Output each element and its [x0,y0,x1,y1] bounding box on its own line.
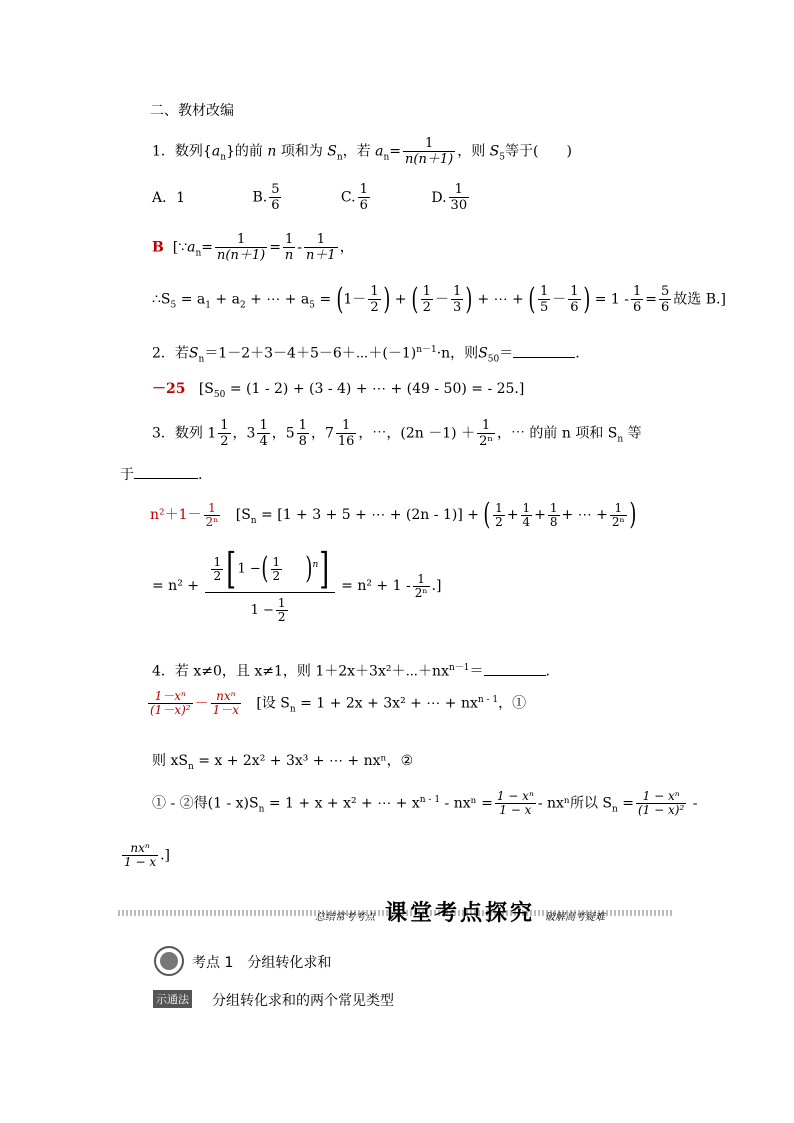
q2-answer-blank[interactable] [513,345,575,358]
section-title: 二、教材改编 [150,103,234,119]
topic-circle-icon [154,946,184,976]
q1-fraction: $\frac{1}{n(n+1)}$ [405,136,454,167]
option-b[interactable]: B. $\frac{5}{6}$ [252,182,280,213]
q4-answer-blank[interactable] [484,663,546,676]
option-a[interactable]: A．1 [152,189,186,206]
option-d[interactable]: D. $\frac{1}{30}$ [431,182,468,213]
topic-heading: 考点 1 分组转化求和 [192,955,332,971]
big-fraction: $\frac{1}{2}$ [1 −( $\frac{1}{2}$ )$^n$] 1 − $\frac{1}{2}$ [205,548,334,624]
q4-solution-line1: $\frac{\text{1－xⁿ}}{\text{(1－x)²}}$ － $\frac{\text{nxⁿ}}{1-x}$ [设 $S_n = 1 + 2x + 3x^2$ + ⋯ + $nx^{n - 1}$，① [150,689,527,717]
method-badge: 示通法 [153,990,192,1008]
question-3: 3．数列 1 $\frac{1}{2}$ ，3 $\frac{1}{4}$ ，5 $\frac{1}{8}$ ，7 $\frac{1}{16}$ ，⋯，(2n －1) ＋ $\frac{1}{\text{2ⁿ}}$ ，⋯ 的前 n 项和 $S_n$ 等 [152,418,642,449]
q4-solution-line2: 则 $xS_n = x + 2x^2 + 3x^3$ + ⋯ + nxⁿ，② [152,753,414,772]
q2-solution: －25 [$S_{50} = (1 - 2) + (3 - 4)$ + ⋯ + (49 - 50) = - 25.] [152,381,525,400]
q3-answer-blank[interactable] [134,466,198,479]
q4-solution-line3: ① - ②得$(1 - x)S_n = 1 + x + x^2$ + ⋯ + $x^{n - 1}$ - nxⁿ = $\frac{\text{1 − xⁿ}}{1 - x}$ - nxⁿ所以 $S_n$ = $\frac{\text{1 − xⁿ}}{\text{(1 − x)²}}$ - [152,789,698,817]
method-title: 分组转化求和的两个常见类型 [212,993,394,1009]
q3-solution-line1: n²＋1－ $\frac{1}{\text{2ⁿ}}$ [$S_n = [1 + 3 + 5$ + ⋯ + (2n - 1)] + ( $\frac{1}{2}$ + $\frac{1}{4}$ + $\frac{1}{8}$ + ⋯ + $\frac{1}{\text{2ⁿ}}$ ) [150,497,637,532]
section-banner: 总结常考考点 课堂考点探究 破解高考疑难 [314,901,605,926]
question-1: 1．数列$\{a_n\}$的前 n 项和为 $S_n$，若 $a_n=$ $\frac{1}{n(n+1)}$ ，则 $S_5$等于( ) [152,136,572,167]
q1-solution-line1: B [$\because a_n=$ $\frac{1}{n(n+1)}$ = $\frac{1}{n}$ - $\frac{1}{n+1}$ ， [152,232,354,263]
question-3-line2: 于 . [120,467,203,483]
question-2: 2．若$S_n=1-2+3-4+5-6+\cdots+(-1)^{n-1}\cdot n$，则$S_{50}=$ . [152,345,580,365]
option-c[interactable]: C. $\frac{1}{6}$ [340,182,368,213]
q4-solution-line4: $\frac{\text{nxⁿ}}{1 - x}$ .] [124,841,171,869]
q3-solution-line2: = n² + $\frac{1}{2}$ [1 −( $\frac{1}{2}$ )$^n$] 1 − $\frac{1}{2}$ = n² + 1 - $\frac{1}{\text{2ⁿ}}$ .] [152,544,442,624]
q1-options [152,182,471,213]
q1-solution-line2: $\therefore S_5 = a_1 + a_2$ + ⋯ + $a_5 = (1-$ $\frac{1}{2}$ ) + ( $\frac{1}{2}$ － $\frac{1}{3}$ ) + ⋯ + ( $\frac{1}{5}$ － $\frac{1}{6}$ ) = 1 - $\frac{1}{6}$ = $\frac{5}{6}$ 故选 B.] [152,281,726,317]
question-4: 4．若 x≠0，且 x≠1，则 $1+2x+3x^2+\cdots+nx^{n-1}=$ . [152,663,550,680]
